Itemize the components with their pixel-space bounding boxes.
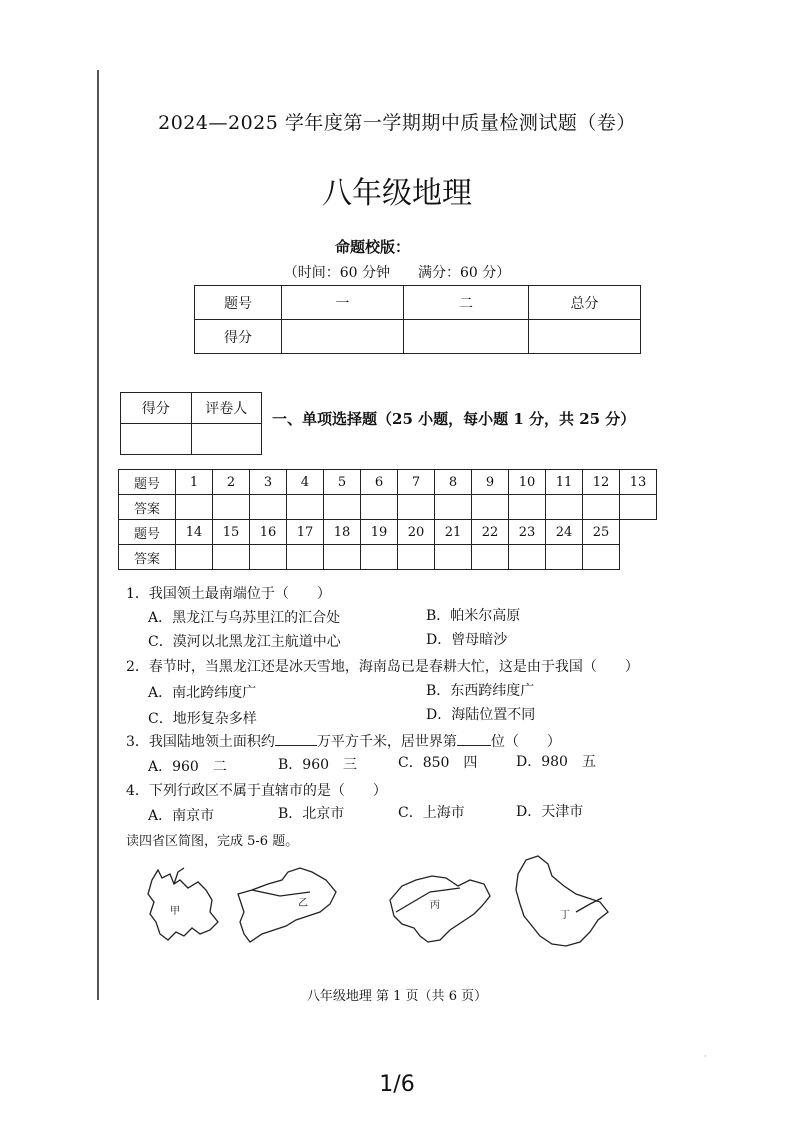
answer-cell[interactable] — [435, 495, 472, 520]
exam-subtitle: 八年级地理 — [322, 176, 472, 211]
question-number: 7 — [398, 470, 435, 495]
score-cell: 题号 — [195, 286, 282, 320]
question-number: 20 — [398, 520, 435, 545]
question-1-stem: 1．我国领土最南端位于（ ） — [126, 586, 331, 602]
answer-cell[interactable] — [435, 545, 472, 570]
province-map-jia — [148, 868, 218, 940]
question-2-option-a: A．南北跨纬度广 — [148, 685, 257, 701]
question-number: 3 — [250, 470, 287, 495]
question-number: 21 — [435, 520, 472, 545]
time-info: （时间：60 分钟 满分：60 分） — [283, 265, 511, 281]
answer-cell[interactable] — [213, 495, 250, 520]
answer-cell[interactable] — [398, 545, 435, 570]
score-table — [194, 285, 641, 354]
page-footer: 八年级地理 第 1 页（共 6 页） — [306, 989, 488, 1004]
answer-cell[interactable] — [546, 495, 583, 520]
question-3-option-b: B．960 三 — [278, 757, 358, 773]
province-maps — [140, 850, 630, 950]
answer-cell[interactable] — [324, 495, 361, 520]
question-number: 24 — [546, 520, 583, 545]
answer-cell[interactable] — [250, 495, 287, 520]
score-input-cell[interactable] — [404, 320, 529, 354]
question-number: 4 — [287, 470, 324, 495]
answer-cell[interactable] — [509, 495, 546, 520]
answer-cell[interactable] — [324, 545, 361, 570]
question-number: 5 — [324, 470, 361, 495]
question-number: 14 — [176, 520, 213, 545]
question-number: 22 — [472, 520, 509, 545]
question-number: 11 — [546, 470, 583, 495]
fill-blank[interactable] — [275, 733, 317, 746]
scan-speck: · — [704, 1052, 707, 1061]
map-label-ding: 丁 — [560, 910, 570, 921]
score-input-cell[interactable] — [529, 320, 641, 354]
question-3-stem-part-2: 万平方千米，居世界第 — [316, 734, 457, 750]
question-number: 16 — [250, 520, 287, 545]
map-instruction: 读四省区简图，完成 5-6 题。 — [126, 834, 299, 849]
section-heading: 一、单项选择题（25 小题，每小题 1 分，共 25 分） — [272, 410, 636, 428]
score-cell: 一 — [282, 286, 404, 320]
answer-cell[interactable] — [583, 545, 620, 570]
score-cell: 二 — [404, 286, 529, 320]
question-number: 12 — [583, 470, 620, 495]
question-number: 17 — [287, 520, 324, 545]
score-cell: 总分 — [529, 286, 641, 320]
answer-cell[interactable] — [213, 545, 250, 570]
question-number: 19 — [361, 520, 398, 545]
question-number: 15 — [213, 520, 250, 545]
question-3-option-d: D．980 五 — [516, 754, 596, 770]
question-4-option-d: D．天津市 — [516, 804, 584, 820]
answer-cell[interactable] — [472, 495, 509, 520]
answer-grid-answer-label: 答案 — [119, 495, 176, 520]
question-number: 10 — [509, 470, 546, 495]
answer-cell[interactable] — [398, 495, 435, 520]
answer-grid-number-label: 题号 — [119, 470, 176, 495]
question-3-stem-part-1: 3．我国陆地领土面积约 — [126, 734, 275, 750]
question-3-option-c: C．850 四 — [398, 755, 478, 771]
score-table-score-row — [195, 320, 641, 354]
answer-cell[interactable] — [250, 545, 287, 570]
province-map-ding — [516, 856, 608, 946]
question-4-stem: 4．下列行政区不属于直辖市的是（ ） — [126, 783, 387, 799]
question-number: 9 — [472, 470, 509, 495]
question-4-option-a: A．南京市 — [148, 808, 215, 824]
question-number: 23 — [509, 520, 546, 545]
question-3-stem-part-3: 位（ ） — [490, 734, 561, 750]
answer-cell[interactable] — [546, 545, 583, 570]
answer-grid-answer-label: 答案 — [119, 545, 176, 570]
map-label-jia: 甲 — [170, 906, 180, 917]
question-number: 8 — [435, 470, 472, 495]
empty-cell — [620, 545, 657, 570]
question-number: 25 — [583, 520, 620, 545]
answer-cell[interactable] — [176, 495, 213, 520]
question-2-option-c: C．地形复杂多样 — [148, 711, 257, 727]
grader-table — [120, 392, 262, 455]
grader-score-cell[interactable] — [121, 424, 192, 455]
question-2-option-d: D．海陆位置不同 — [426, 707, 536, 723]
province-map-bing — [390, 876, 490, 942]
question-1-option-a: A．黑龙江与乌苏里江的汇合处 — [148, 610, 341, 626]
answer-cell[interactable] — [287, 495, 324, 520]
answer-cell[interactable] — [472, 545, 509, 570]
grader-name-cell[interactable] — [191, 424, 262, 455]
answer-grid — [118, 469, 657, 570]
page-indicator: 1/6 — [379, 1072, 415, 1097]
question-3-option-a: A．960 二 — [148, 759, 227, 775]
score-row-label: 得分 — [195, 320, 282, 354]
province-map-yi — [238, 868, 336, 942]
score-input-cell[interactable] — [282, 320, 404, 354]
answer-cell[interactable] — [176, 545, 213, 570]
answer-cell[interactable] — [509, 545, 546, 570]
score-table-header-row — [195, 286, 641, 320]
question-2-option-b: B．东西跨纬度广 — [426, 683, 535, 699]
grader-score-label: 得分 — [121, 393, 192, 424]
question-1-option-d: D．曾母暗沙 — [426, 632, 508, 648]
exam-title: 2024—2025 学年度第一学期期中质量检测试题（卷） — [158, 112, 636, 134]
fill-blank[interactable] — [457, 733, 491, 746]
map-label-bing: 丙 — [430, 900, 440, 911]
question-2-stem: 2．春节时，当黑龙江还是冰天雪地，海南岛已是春耕大忙，这是由于我国（ ） — [126, 659, 639, 675]
question-4-option-c: C．上海市 — [398, 805, 465, 821]
question-number: 2 — [213, 470, 250, 495]
map-label-yi: 乙 — [298, 898, 308, 909]
answer-cell[interactable] — [361, 545, 398, 570]
question-number: 13 — [620, 470, 657, 495]
answer-cell[interactable] — [287, 545, 324, 570]
question-4-option-b: B．北京市 — [278, 806, 345, 822]
answer-grid-number-label: 题号 — [119, 520, 176, 545]
question-number: 6 — [361, 470, 398, 495]
answer-cell[interactable] — [583, 495, 620, 520]
empty-cell — [620, 520, 657, 545]
answer-cell[interactable] — [620, 495, 657, 520]
question-3-stem — [126, 731, 561, 751]
school-label: 命题校版： — [335, 238, 411, 256]
question-number: 1 — [176, 470, 213, 495]
question-number: 18 — [324, 520, 361, 545]
question-1-option-c: C．漠河以北黑龙江主航道中心 — [148, 634, 341, 650]
question-1-option-b: B．帕米尔高原 — [426, 608, 521, 624]
answer-cell[interactable] — [361, 495, 398, 520]
grader-name-label: 评卷人 — [191, 393, 262, 424]
